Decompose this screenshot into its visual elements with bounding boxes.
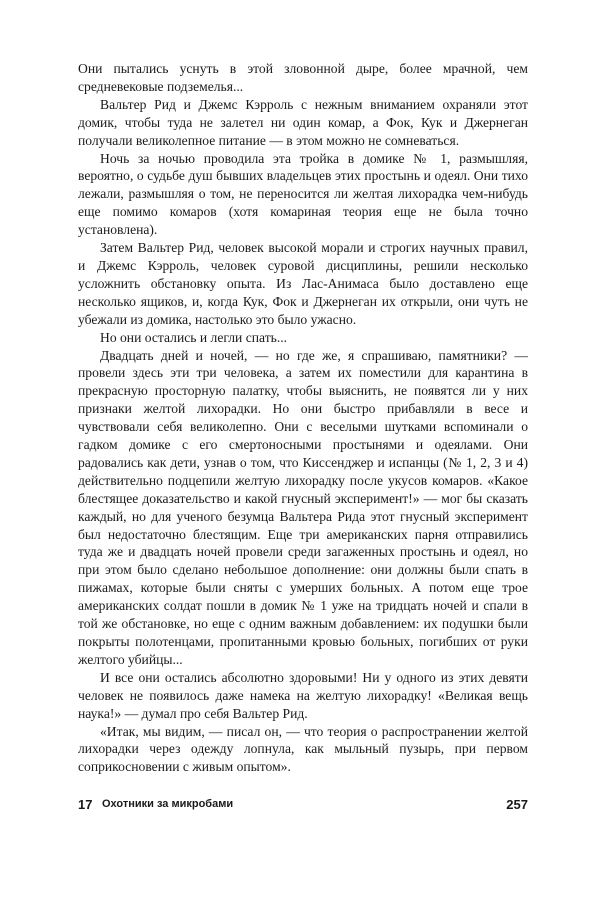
paragraph-2: Вальтер Рид и Джемс Кэрроль с нежным вниманием охраняли этот домик, чтобы туда не залетел ни один комар, а Фок, Кук и Джернеган получали великолепное питание — в этом можно не сомневаться. — [78, 96, 528, 148]
signature-number: 17 — [78, 797, 93, 812]
paragraph-3: Ночь за ночью проводила эта тройка в домике № 1, размышляя, вероятно, о судьбе душ бывших владельцев этих простынь и одеял. Они тихо лежали, размышляя о том, не переносится ли желтая лихорадка чем-нибудь еще помимо комаров (хотя комариная теория еще не была точно установлена). — [78, 150, 528, 238]
page-body — [78, 60, 528, 776]
paragraph-1: Они пытались уснуть в этой зловонной дыре, более мрачной, чем средневековые подземелья... — [78, 61, 528, 94]
paragraph-6: Двадцать дней и ночей, — но где же, я спрашиваю, памятники? — провели здесь эти три человека, а затем их поместили для карантина в прекрасную просторную палатку, чтобы выяснить, не появятся ли у них признаки желтой лихорадки. Но они быстро прибавляли в весе и чувствовали себя великолепно. Они с веселыми шутками вспоминали о гадком домике с его смертоносными простынями и одеялами. Они радовались как дети, узнав о том, что Киссенджер и испанцы (№ 1, 2, 3 и 4) действительно подцепили желтую лихорадку после укусов комаров. «Какое блестящее доказательство и какой гнусный эксперимент!» — мог бы сказать каждый, но для ученого безумца Вальтера Рида этот гнусный эксперимент был недостаточно блестящим. Еще три американских парня отправились туда же и двадцать ночей провели среди загаженных простынь и одеял, но при этом было сделано небольшое дополнение: они должны были спать в пижамах, которые были сняты с умерших больных. А потом еще трое американских солдат пошли в домик № 1 уже на тридцать ночей и спали в той же обстановке, но еще с одним важным добавлением: их подушки были покрыты полотенцами, пропитанными кровью больных, погибших от руки желтого убийцы... — [78, 347, 528, 667]
page-number: 257 — [506, 797, 528, 812]
paragraph-5: Но они остались и легли спать... — [100, 329, 288, 345]
paragraph-8: «Итак, мы видим, — писал он, — что теория о распространении желтой лихорадки через одежду лопнула, как мыльный пузырь, при первом соприкосновении с живым опытом». — [78, 723, 528, 775]
paragraph-7: И все они остались абсолютно здоровыми! Ни у одного из этих девяти человек не появилось даже намека на желтую лихорадку! «Великая вещь наука!» — думал про себя Вальтер Рид. — [78, 669, 528, 721]
book-title: Охотники за микробами — [102, 798, 234, 810]
paragraph-4: Затем Вальтер Рид, человек высокой морали и строгих научных правил, и Джемс Кэрроль, человек суровой дисциплины, решили несколько усложнить обстановку опыта. Из Лас-Анимаса было доставлено еще несколько ящиков, и, когда Кук, Фок и Джернеган их открыли, они чуть не убежали из домика, настолько это было ужасно. — [78, 240, 528, 327]
page-footer — [78, 797, 528, 817]
